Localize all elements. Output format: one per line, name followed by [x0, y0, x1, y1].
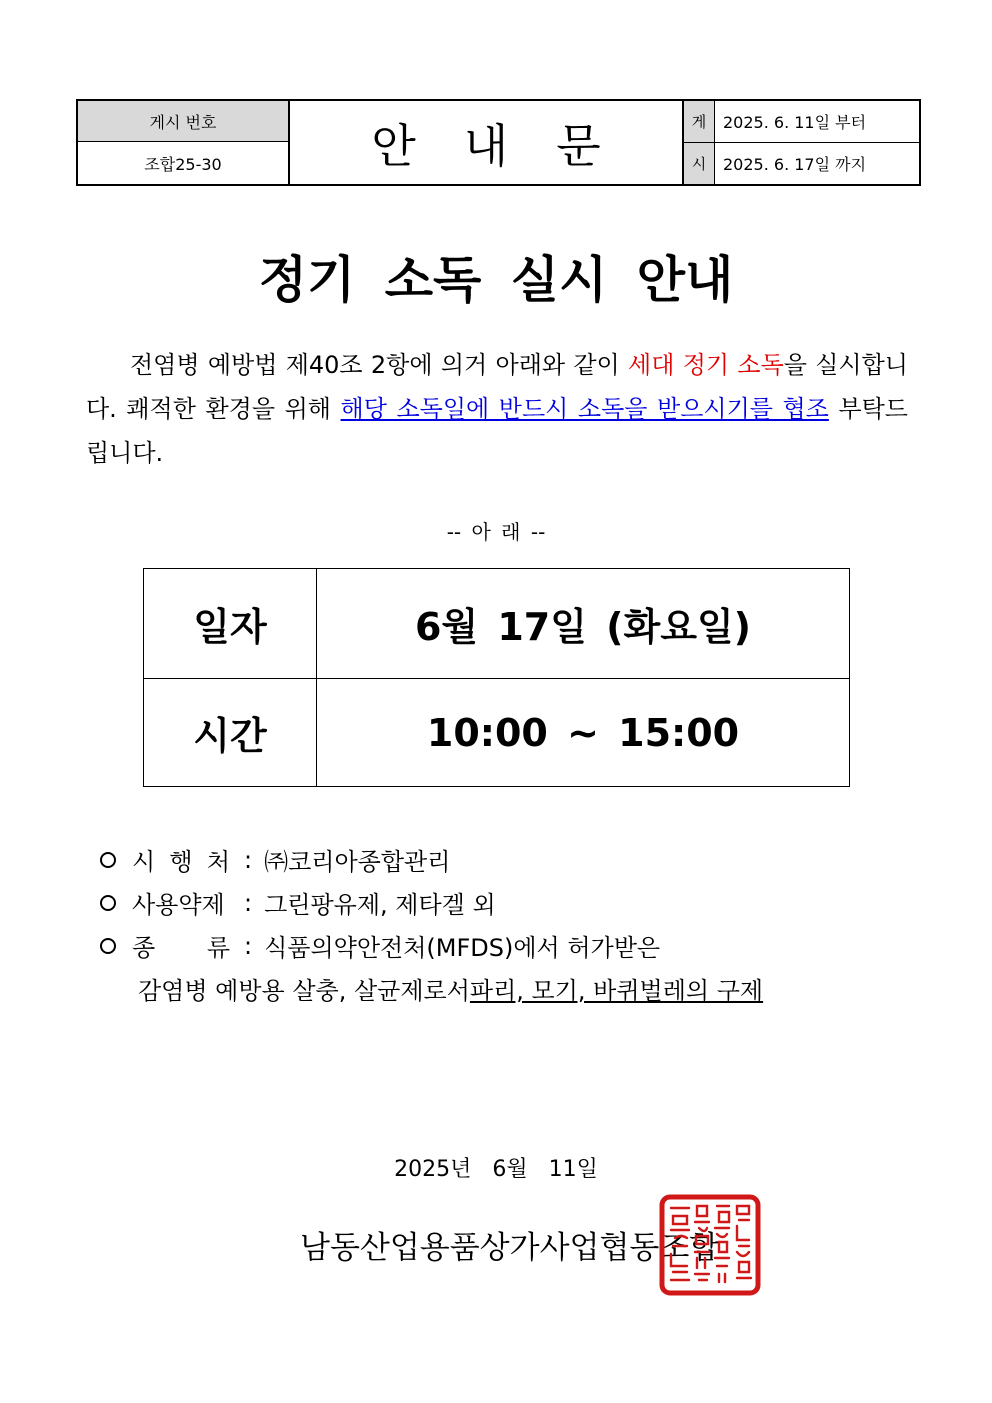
- official-seal-icon: [659, 1194, 761, 1296]
- post-number-value: 조합25-30: [144, 154, 222, 174]
- below-note: -- 아 래 --: [446, 520, 546, 544]
- list-item-continuation: [100, 967, 763, 1010]
- body-highlight-red: 세대 정기 소독: [628, 351, 784, 379]
- notice-header: [76, 99, 921, 186]
- body-text-3: 부탁드립니다.: [86, 395, 908, 467]
- item-type-underlined: 파리, 모기, 바퀴벌레의 구제: [469, 977, 764, 1005]
- posting-label-2: 시: [691, 155, 707, 173]
- posting-date-to: 2025. 6. 17일 까지: [723, 155, 867, 174]
- detail-list: [100, 838, 763, 1010]
- circle-bullet-icon: [100, 852, 116, 868]
- body-text-2: 을 실시합니다. 쾌적한 환경을 위해: [86, 351, 908, 423]
- post-number-box: [78, 101, 290, 184]
- schedule-table: [143, 568, 850, 787]
- posting-label-1: 게: [684, 101, 714, 143]
- body-paragraph: [86, 343, 908, 475]
- body-highlight-blue: 해당 소독일에 반드시 소독을 받으시기를 협조: [340, 395, 829, 423]
- schedule-row-time: [144, 679, 849, 788]
- body-text-1: 전염병 예방법 제40조 2항에 의거 아래와 같이: [130, 351, 629, 379]
- list-item: 시 행 처 : ㈜코리아종합관리: [100, 838, 763, 881]
- posting-date-from: 2025. 6. 11일 부터: [715, 101, 919, 143]
- schedule-date-value: 6월 17일 (화요일): [414, 604, 752, 649]
- item-type-continuation: 감염병 예방용 살충, 살균제로서: [138, 977, 470, 1005]
- posting-period: [715, 101, 919, 184]
- item-value-chemical: 그린팡유제, 제타겔 외: [264, 891, 496, 919]
- schedule-row-date: [144, 569, 849, 679]
- issue-date: 2025년 6월 11일: [394, 1157, 598, 1182]
- schedule-time-value: 10:00 ~ 15:00: [426, 710, 740, 755]
- item-label-type: 종 류: [132, 934, 230, 962]
- item-label-chemical: 사용약제: [132, 891, 225, 919]
- posting-label: [684, 101, 715, 184]
- item-label-contractor: 시 행 처: [132, 848, 230, 876]
- item-value-type: 식품의약안전처(MFDS)에서 허가받은: [264, 934, 661, 962]
- post-number-label: 게시 번호: [78, 101, 288, 142]
- item-value-contractor: ㈜코리아종합관리: [264, 848, 451, 876]
- organization-name: 남동산업용품상가사업협동조합: [300, 1230, 720, 1266]
- list-item: 종 류 : 식품의약안전처(MFDS)에서 허가받은: [100, 924, 763, 967]
- schedule-time-label: 시간: [144, 679, 317, 788]
- page-title: 정기 소독 실시 안내: [258, 251, 734, 309]
- circle-bullet-icon: [100, 938, 116, 954]
- list-item: 사용약제 : 그린팡유제, 제타겔 외: [100, 881, 763, 924]
- document-type: 안내문: [290, 101, 684, 184]
- schedule-date-label: 일자: [144, 569, 317, 678]
- circle-bullet-icon: [100, 895, 116, 911]
